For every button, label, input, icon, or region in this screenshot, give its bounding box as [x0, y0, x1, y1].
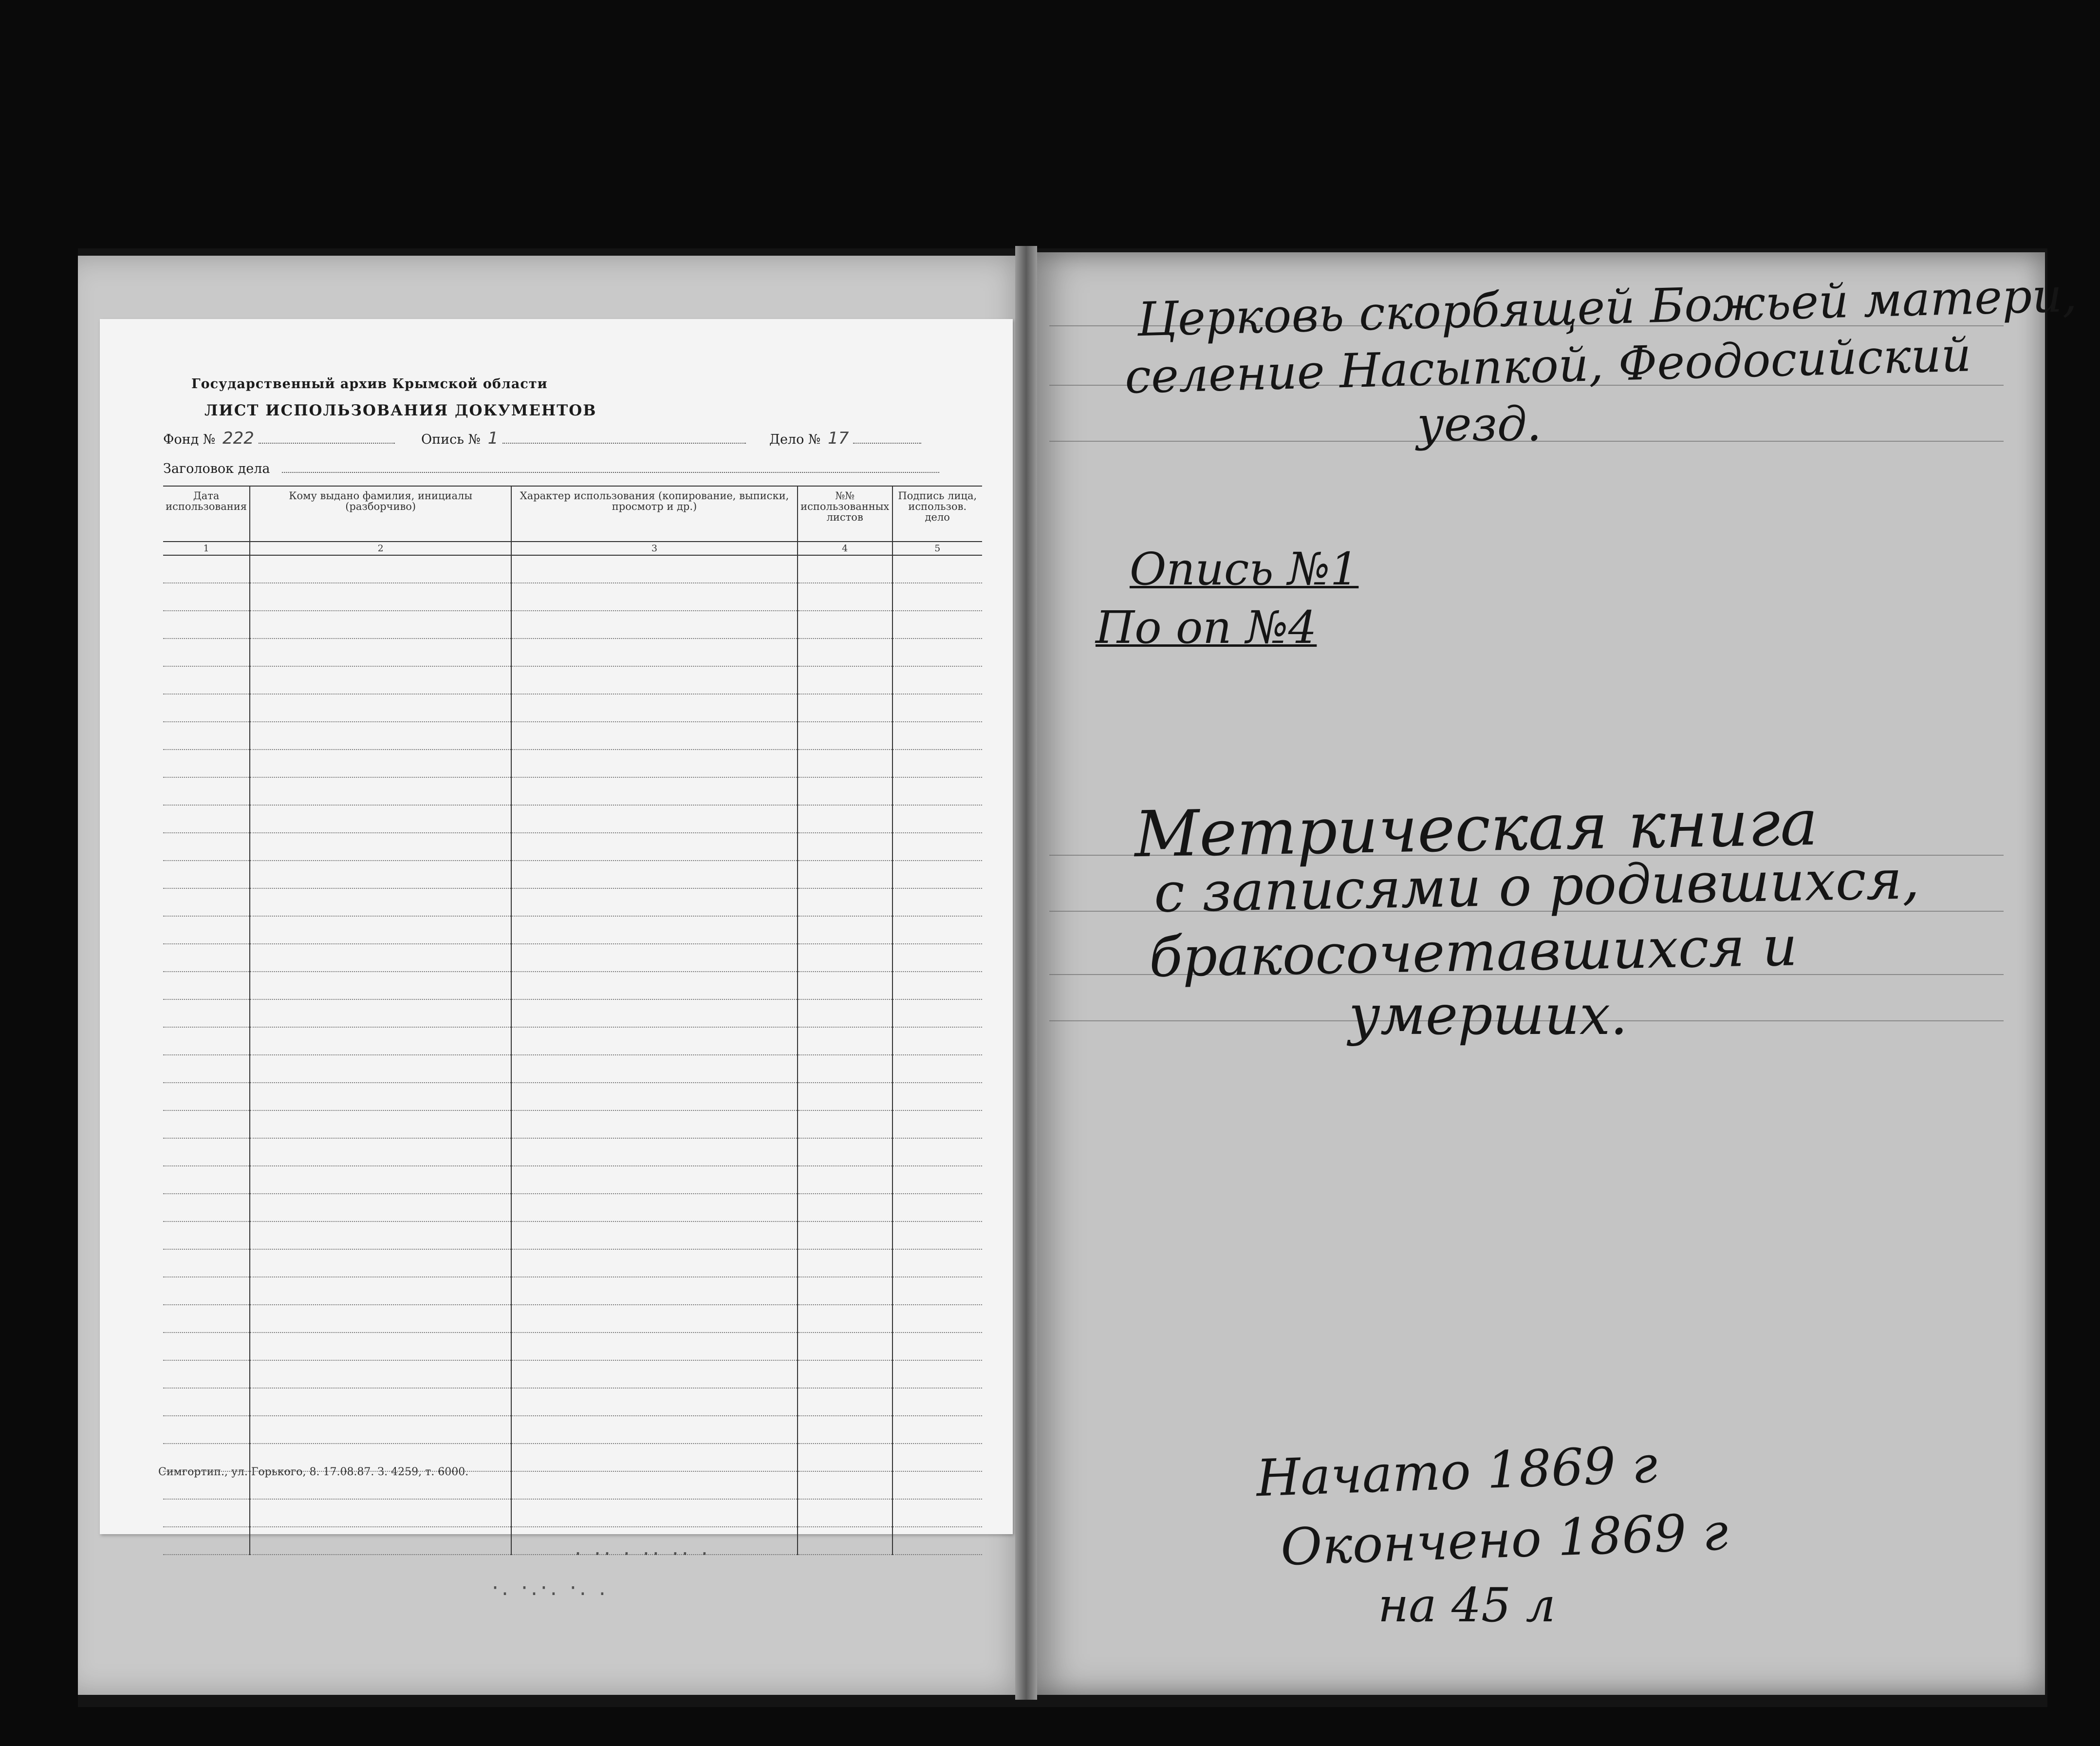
table-row — [163, 888, 982, 916]
table-row — [163, 972, 982, 999]
table-cell — [892, 1527, 982, 1555]
table-row — [163, 1388, 982, 1416]
table-cell — [163, 1166, 250, 1194]
table-row — [163, 666, 982, 694]
table-row — [163, 638, 982, 666]
table-cell — [511, 1221, 798, 1249]
table-cell — [163, 666, 250, 694]
table-cell — [798, 1499, 892, 1527]
table-cell — [892, 1249, 982, 1277]
table-row — [163, 1194, 982, 1221]
table-cell — [892, 1471, 982, 1499]
table-cell — [250, 1083, 511, 1110]
table-cell — [892, 1360, 982, 1388]
column-number: 5 — [892, 542, 982, 555]
book-title-line-1: Метрическая книга — [1134, 785, 1819, 872]
table-cell — [511, 1083, 798, 1110]
table-cell — [250, 555, 511, 583]
table-cell — [163, 1360, 250, 1388]
table-row — [163, 583, 982, 611]
table-row — [163, 944, 982, 972]
column-number-row — [163, 542, 982, 555]
table-row — [163, 1527, 982, 1555]
table-cell — [163, 1305, 250, 1333]
table-cell — [892, 1027, 982, 1055]
table-cell — [163, 833, 250, 861]
opis-label: Опись № — [421, 432, 481, 447]
table-row — [163, 1416, 982, 1444]
table-cell — [163, 861, 250, 888]
table-cell — [163, 1249, 250, 1277]
table-row — [163, 694, 982, 722]
table-row — [163, 1249, 982, 1277]
heading-dotline — [282, 472, 939, 473]
table-cell — [892, 638, 982, 666]
po-opisi-inscription: По оп №4 — [1096, 601, 1317, 654]
table-cell — [798, 611, 892, 638]
table-cell — [892, 972, 982, 999]
table-cell — [892, 1277, 982, 1305]
delo-label: Дело № — [769, 432, 821, 447]
table-cell — [892, 1333, 982, 1360]
table-row — [163, 750, 982, 777]
table-cell — [163, 1110, 250, 1138]
table-cell — [511, 555, 798, 583]
table-cell — [163, 777, 250, 805]
table-cell — [511, 1194, 798, 1221]
church-line-2: селение Насыпкой, Феодосийский — [1124, 327, 1972, 404]
table-cell — [892, 1305, 982, 1333]
table-cell — [163, 555, 250, 583]
table-cell — [163, 1055, 250, 1083]
table-cell — [163, 1027, 250, 1055]
table-cell — [250, 1305, 511, 1333]
table-cell — [892, 805, 982, 833]
table-row — [163, 861, 982, 888]
delo-value: 17 — [828, 429, 849, 448]
table-cell — [511, 666, 798, 694]
table-row — [163, 1055, 982, 1083]
table-row — [163, 1110, 982, 1138]
table-cell — [798, 777, 892, 805]
church-line-3: уезд. — [1417, 397, 1542, 451]
usage-sheet — [100, 319, 1013, 1534]
table-cell — [511, 1249, 798, 1277]
table-cell — [892, 833, 982, 861]
ended-date: Окончено 1869 г — [1280, 1502, 1729, 1577]
table-cell — [892, 1083, 982, 1110]
table-row — [163, 1138, 982, 1166]
table-cell — [798, 1444, 892, 1471]
table-cell — [892, 1499, 982, 1527]
opis-inscription: Опись №1 — [1130, 543, 1359, 595]
table-cell — [163, 1527, 250, 1555]
table-cell — [798, 1388, 892, 1416]
table-cell — [798, 1527, 892, 1555]
table-cell — [798, 555, 892, 583]
column-number: 1 — [163, 542, 250, 555]
started-date: Начато 1869 г — [1255, 1434, 1658, 1508]
table-cell — [250, 583, 511, 611]
table-cell — [511, 638, 798, 666]
table-cell — [892, 666, 982, 694]
table-cell — [511, 777, 798, 805]
table-cell — [250, 999, 511, 1027]
table-cell — [798, 833, 892, 861]
ink-smudge: · ·· · ·· ·· · — [575, 1541, 711, 1566]
table-cell — [892, 611, 982, 638]
table-row — [163, 1277, 982, 1305]
table-cell — [892, 750, 982, 777]
table-cell — [163, 972, 250, 999]
table-cell — [163, 805, 250, 833]
table-row — [163, 916, 982, 944]
print-footer: Симгортип., ул. Горького, 8. 17.08.87. З. 4259, т. 6000. — [158, 1466, 469, 1478]
table-cell — [511, 611, 798, 638]
table-cell — [250, 1249, 511, 1277]
table-cell — [511, 888, 798, 916]
table-cell — [798, 1416, 892, 1444]
table-cell — [511, 1277, 798, 1305]
column-header-issued-to: Кому выдано фамилия, инициалы (разборчиво) — [250, 486, 511, 542]
heading-field — [163, 461, 939, 476]
table-cell — [511, 722, 798, 750]
table-cell — [892, 1110, 982, 1138]
table-cell — [798, 1083, 892, 1110]
opis-dotline — [502, 443, 746, 444]
table-cell — [163, 1333, 250, 1360]
table-cell — [250, 1499, 511, 1527]
table-cell — [250, 1277, 511, 1305]
fond-label: Фонд № — [163, 432, 216, 447]
table-cell — [798, 888, 892, 916]
table-cell — [250, 666, 511, 694]
table-cell — [892, 916, 982, 944]
column-number: 4 — [798, 542, 892, 555]
table-cell — [798, 1138, 892, 1166]
table-cell — [892, 888, 982, 916]
table-cell — [892, 1388, 982, 1416]
table-cell — [798, 1333, 892, 1360]
book-title-line-4: умерших. — [1349, 984, 1628, 1047]
table-cell — [798, 638, 892, 666]
usage-table — [163, 486, 982, 1555]
table-row — [163, 1305, 982, 1333]
table-cell — [511, 1444, 798, 1471]
table-cell — [163, 1138, 250, 1166]
table-cell — [250, 944, 511, 972]
table-cell — [163, 1499, 250, 1527]
table-cell — [250, 1527, 511, 1555]
table-cell — [163, 944, 250, 972]
table-cell — [892, 777, 982, 805]
table-cell — [163, 888, 250, 916]
usage-table-body — [163, 555, 982, 1555]
table-cell — [250, 1360, 511, 1388]
table-cell — [250, 1138, 511, 1166]
table-row — [163, 1360, 982, 1388]
column-header-sheets: №№ использованных листов — [798, 486, 892, 542]
church-line-1: Церковь скорбящей Божьей матери, — [1136, 267, 2078, 347]
table-cell — [892, 861, 982, 888]
table-row — [163, 777, 982, 805]
table-cell — [798, 1194, 892, 1221]
table-cell — [798, 861, 892, 888]
column-header-date: Дата использования — [163, 486, 250, 542]
fond-value: 222 — [223, 429, 254, 448]
ink-smudge: ·. ·.·. ·. . — [492, 1576, 609, 1600]
table-cell — [250, 694, 511, 722]
table-cell — [798, 999, 892, 1027]
table-cell — [250, 972, 511, 999]
table-cell — [892, 694, 982, 722]
table-cell — [511, 1333, 798, 1360]
table-cell — [250, 777, 511, 805]
sheet-count: на 45 л — [1378, 1578, 1556, 1633]
table-cell — [798, 1305, 892, 1333]
table-cell — [511, 805, 798, 833]
table-cell — [892, 555, 982, 583]
table-cell — [798, 1110, 892, 1138]
table-cell — [892, 1221, 982, 1249]
table-cell — [511, 833, 798, 861]
table-cell — [163, 1194, 250, 1221]
delo-field — [769, 429, 921, 448]
heading-label: Заголовок дела — [163, 461, 270, 476]
table-cell — [892, 999, 982, 1027]
table-cell — [798, 972, 892, 999]
table-cell — [250, 750, 511, 777]
column-number: 3 — [511, 542, 798, 555]
table-row — [163, 611, 982, 638]
sheet-title: ЛИСТ ИСПОЛЬЗОВАНИЯ ДОКУМЕНТОВ — [204, 402, 597, 419]
table-row — [163, 1221, 982, 1249]
column-number: 2 — [250, 542, 511, 555]
table-cell — [798, 1221, 892, 1249]
table-cell — [511, 1388, 798, 1416]
table-header-row — [163, 486, 982, 542]
archive-name: Государственный архив Крымской области — [191, 376, 548, 392]
table-cell — [511, 583, 798, 611]
table-cell — [892, 1055, 982, 1083]
table-cell — [892, 722, 982, 750]
table-cell — [511, 1471, 798, 1499]
table-cell — [892, 1166, 982, 1194]
table-cell — [798, 1055, 892, 1083]
table-cell — [511, 1305, 798, 1333]
table-cell — [250, 1221, 511, 1249]
table-cell — [511, 1027, 798, 1055]
table-cell — [798, 1360, 892, 1388]
table-cell — [892, 1416, 982, 1444]
table-cell — [798, 805, 892, 833]
table-row — [163, 805, 982, 833]
book-title-line-2: с записями о родившихся, — [1153, 848, 1920, 925]
table-cell — [250, 1388, 511, 1416]
table-cell — [511, 1166, 798, 1194]
table-cell — [511, 1055, 798, 1083]
table-row — [163, 1499, 982, 1527]
table-cell — [163, 638, 250, 666]
table-cell — [250, 1166, 511, 1194]
table-cell — [163, 694, 250, 722]
table-cell — [798, 750, 892, 777]
table-cell — [798, 1249, 892, 1277]
table-row — [163, 1027, 982, 1055]
book-spine — [1015, 246, 1037, 1700]
table-cell — [798, 694, 892, 722]
fond-dotline — [259, 443, 395, 444]
table-row — [163, 1083, 982, 1110]
table-cell — [511, 916, 798, 944]
table-cell — [250, 1027, 511, 1055]
table-cell — [511, 1138, 798, 1166]
table-cell — [250, 722, 511, 750]
table-cell — [511, 1499, 798, 1527]
table-cell — [250, 1416, 511, 1444]
table-row — [163, 1333, 982, 1360]
table-cell — [511, 861, 798, 888]
table-cell — [250, 1110, 511, 1138]
table-cell — [250, 888, 511, 916]
table-cell — [250, 916, 511, 944]
column-header-usage-type: Характер использования (копирование, выписки, просмотр и др.) — [511, 486, 798, 542]
table-cell — [511, 694, 798, 722]
table-cell — [163, 583, 250, 611]
table-cell — [892, 1138, 982, 1166]
table-cell — [511, 750, 798, 777]
table-cell — [163, 999, 250, 1027]
table-cell — [250, 1055, 511, 1083]
table-cell — [798, 916, 892, 944]
table-cell — [163, 722, 250, 750]
table-row — [163, 1166, 982, 1194]
fond-field — [163, 429, 395, 448]
table-cell — [163, 750, 250, 777]
table-row — [163, 555, 982, 583]
table-cell — [163, 1083, 250, 1110]
table-cell — [250, 1333, 511, 1360]
table-cell — [892, 1444, 982, 1471]
table-cell — [163, 916, 250, 944]
table-cell — [892, 1194, 982, 1221]
table-cell — [250, 833, 511, 861]
table-cell — [250, 638, 511, 666]
table-row — [163, 999, 982, 1027]
table-row — [163, 722, 982, 750]
table-cell — [798, 1166, 892, 1194]
opis-value: 1 — [487, 429, 499, 448]
table-cell — [798, 666, 892, 694]
opis-field — [421, 429, 746, 448]
table-cell — [798, 1027, 892, 1055]
table-cell — [511, 1360, 798, 1388]
table-row — [163, 833, 982, 861]
column-header-signature: Подпись лица, использов. дело — [892, 486, 982, 542]
table-cell — [798, 1471, 892, 1499]
table-cell — [892, 583, 982, 611]
table-cell — [798, 944, 892, 972]
delo-dotline — [853, 443, 921, 444]
table-cell — [511, 972, 798, 999]
table-cell — [798, 722, 892, 750]
table-cell — [250, 861, 511, 888]
table-cell — [163, 1277, 250, 1305]
table-cell — [163, 1388, 250, 1416]
table-cell — [892, 944, 982, 972]
table-cell — [250, 1194, 511, 1221]
table-cell — [250, 805, 511, 833]
table-cell — [163, 1416, 250, 1444]
table-cell — [511, 999, 798, 1027]
table-cell — [250, 611, 511, 638]
table-cell — [798, 583, 892, 611]
table-cell — [511, 1416, 798, 1444]
table-cell — [163, 1221, 250, 1249]
table-cell — [511, 944, 798, 972]
table-cell — [511, 1110, 798, 1138]
table-cell — [798, 1277, 892, 1305]
book-title-line-3: бракосочетавшихся и — [1148, 915, 1798, 990]
table-cell — [163, 611, 250, 638]
